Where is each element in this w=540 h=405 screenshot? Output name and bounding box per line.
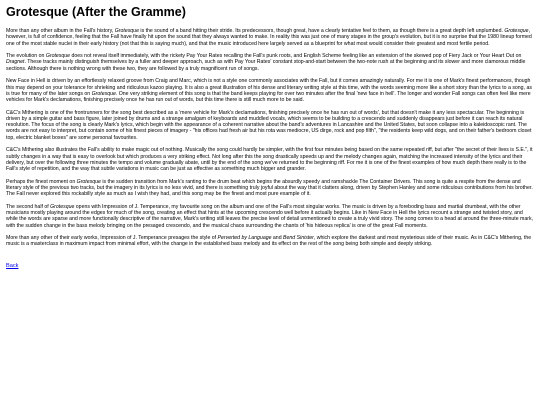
italic-title-text: Grotesque [76,178,101,185]
paragraph-text: and [271,235,284,242]
paragraph-text: New Face in Hell is driven by an effortlessly relaxed groove from Craig and Marc, which is not a style one commonly associates with the Fall, but it comes amazingly naturally. For me it is one of Mark's finest performances, though this may depend on your tolerance for shrieking and ridiculous kazoo playing. It is also a great illustration of his dense and literary writing style at this time, with the words seeming more like a short story than the lyrics to a song, as is true for many of the later songs on [6,78,532,97]
paragraph-text: opens with Impression of J. Temperance, my favourite song on the album and one of the Fall's most singular works. The music is driven by a foreboding bass and martial drumbeat, with the other musicians mostly playing around the edges for much of the song, creating an effect that hints at the upcoming crescendo well before it actually begins. Like in New Face in Hell the lyrics recount a strange and twisted story, and while the words are sparse and more functionally descriptive of the narrative, Mark's writing still leaves the precise level of detail unmentioned to create a truly vivid story. The song comes to a head at around the three-minute mark, with the sudden change in the bass melody bringing on the presaged crescendo, and the musical chaos surrounding the chants of 'his hideous replica' is one of the great Fall moments. [6,203,534,229]
paragraph-text: C&C's Mithering is one of the frontrunners for the song best described as a 'mere vehicle for Mark's declamations, finishing precisely once he has run out of words', but that doesn't make it any less spectacular. The beginning is driven by a simple guitar and bass figure, later joined by drums and a strange amalgam of keyboards and muddled vocals, which seems to be building to a crescendo and suddenly disappears just before it can reach its natural resolution. The focus of the song is clearly Mark's lyrics, which begin with the appearance of a coherent narrative about the band's adventures in Lancashire and the United States, but soon collapse into a kaleidoscopic rant. The words are not easy to interpret, but contain some of his finest pieces of imagery - "his offices had fresh air but his rota was mediocre, US dirge, rock and pop filth", "the residents keep wild dogs, and on their father's bedroom closet top, electric blanket boxes" are some personal favourites. [6,109,532,141]
paragraph [6,179,534,198]
paragraph [6,53,534,72]
back-link[interactable]: Back [6,263,19,270]
page-title: Grotesque (After the Gramme) [6,5,186,19]
paragraph-text: , which explore the darkest and most mysterious side of their music. As in C&C's Mithering, the music is a masterclass in maximum impact from minimal effort, with the change in the established bass melody and its effect on the rest of the song being both simple and deeply striking. [6,235,532,248]
italic-title-text: Perverted by Language [217,235,272,242]
italic-title-text: Grotesque [50,203,75,210]
paragraph-text: C&C's Mithering also illustrates the Fall's ability to make magic out of nothing. Musically the song could hardly be simpler, with the first four minutes being based on the same repeated riff, but after "the secret of their lives is S.E.", it subtly changes in a way that is easy to overlook but which produces a very striking effect. Not long after this the song drastically speeds up and the melody changes again, matching the increased intensity of the lyrics and their delivery, but over the following three minutes the tempo and volume gradually abate, until by the end of the song we've returned to the beginning riff. For me it is one of the finest examples of how much depth there really is to the Fall's style of repetition, and the way that subtle variations in music can be just as effective as something much bigger and grander. [6,147,533,173]
paragraph [6,147,534,172]
paragraph-text: More than any other of their early works, Impression of J. Temperance presages the style of [6,235,218,242]
paragraph [6,110,534,141]
paragraph-text: . One very striking element of this song is that the band keeps playing for over two minutes after the final 'new face in hell'. The longer and wonder Fall songs can often feel like mere vehicles for Mark's declamations, finishing precisely once he has run out of words, but this time there is still much more to be said. [6,90,531,104]
paragraph [6,204,534,229]
paragraph [6,28,534,47]
italic-title-text: Grotesque [114,28,139,34]
italic-title-text: Bend Sinister [283,235,314,242]
article-body [6,28,534,248]
paragraph-text: The second half of [6,203,51,210]
italic-title-text: Grotesque [45,53,71,60]
paragraph-text: is the sound of a band hitting their stride. Its predecessors, though great, have a clearly tentative feel to them, as though there is a great depth left unplumbed. [138,28,505,34]
paragraph-text: Perhaps the finest moment on [6,178,77,185]
italic-title-text: Dragnet [6,59,25,66]
italic-title-text: Grotesque [504,28,529,34]
paragraph [6,235,534,248]
paragraph-text: , however, is full of confidence, feeling that the Fall have finally hit upon the sound that they always wanted to make. In reality this was just one of many stages in the group's evolution, but it is no surprise that the 1980 lineup formed one of the most stable nuclei in their early history (not that this is saying much), and that the music introduced here largely served as a blueprint for what most would consider their greatest and most fertile period. [6,28,532,47]
paragraph-text: does not reveal itself immediately, with the rickety Pay Your Rates recalling the Fall's punk roots, and English Scheme feeling like an extension of the skewed pop of Fiery Jack or Your Heart Out on [70,53,522,60]
paragraph [6,78,534,103]
italic-title-text: Grotesque [91,90,116,97]
paragraph-text: The evolution on [6,53,46,60]
paragraph-text: is the sudden transition from Mark's ranting to the drum beat which begins the absurdly speedy and ramshackle The Container Drivers. This song is quite a respite from the dense and literary style of the previous two tracks, but the imagery in its lyrics is no less vivid, and there is something truly joyful about the way that it clatters along, driven by Stephen Hanley and some ridiculous contributions from his brother. The Fall never explored this rockabilly style as much as I wish they had, and this song may be the finest and most pure example of it. [6,178,533,198]
paragraph-text: . These tracks mainly distinguish themselves by a fuller and deeper approach, such as with Pay Your Rates' constant stop-and-start between the two-note rush at the beginning and its slower and more clamorous middle sections. Although there is nothing wrong with these two, they are followed by a truly magnificent run of songs. [6,59,526,72]
paragraph-text: More than any other album in the Fall's history, [6,28,115,34]
